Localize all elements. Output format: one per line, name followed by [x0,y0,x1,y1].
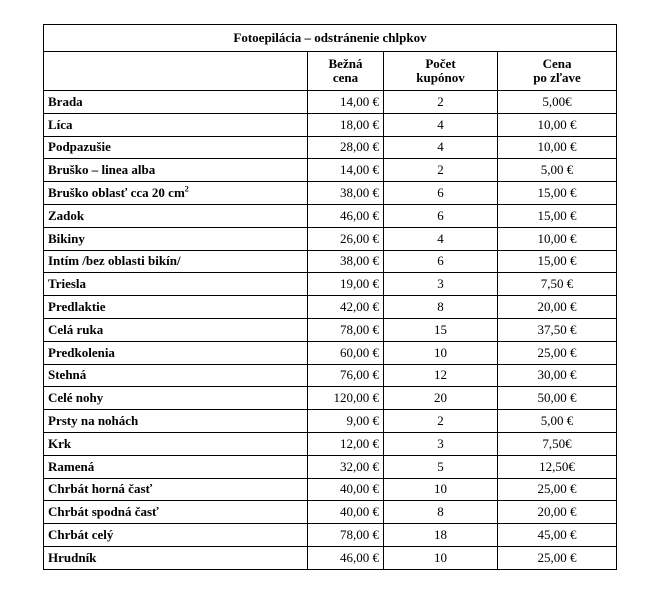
row-name-superscript: 2 [184,184,189,194]
row-name: Prsty na nohách [48,413,139,429]
row-coupons-cell: 10 [384,341,498,364]
row-name-cell [44,546,308,569]
row-discount-cell: 5,00€ [498,91,617,114]
table-row [44,455,617,478]
row-discount-cell: 25,00 € [498,341,617,364]
row-discount-cell: 12,50€ [498,455,617,478]
row-name: Zadok [48,207,85,223]
table-row [44,159,617,182]
row-name-cell [44,455,308,478]
row-name-cell [44,524,308,547]
row-coupons-cell: 8 [384,501,498,524]
header-discount [498,52,617,91]
row-name: Hrudník [48,549,97,565]
table-row [44,204,617,227]
row-name: Stehná [48,367,87,383]
table-row [44,91,617,114]
row-name: Triesla [48,276,87,292]
table-row [44,250,617,273]
table-row [44,387,617,410]
row-discount-cell: 30,00 € [498,364,617,387]
row-price-cell: 46,00 € [308,204,384,227]
row-discount-cell: 20,00 € [498,296,617,319]
row-name-cell [44,478,308,501]
row-coupons-cell: 6 [384,182,498,205]
row-price-cell: 40,00 € [308,478,384,501]
row-coupons-cell: 2 [384,91,498,114]
table-body [44,91,617,570]
table-row [44,546,617,569]
header-discount-line2: po zľave [533,70,581,85]
row-name: Chrbát horná časť [48,481,153,497]
row-coupons-cell: 6 [384,204,498,227]
row-price-cell: 46,00 € [308,546,384,569]
header-row [44,52,617,91]
row-price-cell: 120,00 € [308,387,384,410]
row-price-cell: 9,00 € [308,410,384,433]
row-name-cell [44,364,308,387]
row-price-cell: 40,00 € [308,501,384,524]
header-name [44,52,308,91]
row-price-cell: 76,00 € [308,364,384,387]
row-name-cell [44,273,308,296]
header-coupons [384,52,498,91]
row-price-cell: 28,00 € [308,136,384,159]
row-discount-cell: 37,50 € [498,318,617,341]
row-name-cell [44,250,308,273]
price-table [43,24,617,570]
header-price-line2: cena [332,70,359,85]
table-row [44,501,617,524]
row-discount-cell: 15,00 € [498,204,617,227]
row-name-cell [44,91,308,114]
table-row [44,227,617,250]
header-price [308,52,384,91]
table-row [44,432,617,455]
row-coupons-cell: 2 [384,159,498,182]
row-name: Chrbát celý [48,527,114,543]
table-row [44,364,617,387]
row-discount-cell: 25,00 € [498,478,617,501]
row-discount-cell: 7,50€ [498,432,617,455]
header-coupons-line1: Počet [425,56,456,71]
row-name: Bruško – linea alba [48,162,156,178]
title-row [44,25,617,52]
row-discount-cell: 5,00 € [498,410,617,433]
row-price-cell: 38,00 € [308,182,384,205]
row-name-cell [44,159,308,182]
row-price-cell: 19,00 € [308,273,384,296]
header-price-line1: Bežná [328,56,363,71]
row-name: Celé nohy [48,390,104,406]
table-row [44,341,617,364]
row-name-cell [44,227,308,250]
row-name-cell [44,501,308,524]
row-coupons-cell: 12 [384,364,498,387]
table-row [44,273,617,296]
row-name-cell [44,432,308,455]
row-discount-cell: 7,50 € [498,273,617,296]
row-name: Ramená [48,458,95,474]
row-name: Intím /bez oblasti bikín/ [48,253,181,269]
row-name-cell [44,410,308,433]
row-coupons-cell: 20 [384,387,498,410]
row-price-cell: 60,00 € [308,341,384,364]
row-name-cell [44,182,308,205]
row-coupons-cell: 18 [384,524,498,547]
row-coupons-cell: 10 [384,546,498,569]
row-price-cell: 42,00 € [308,296,384,319]
row-coupons-cell: 5 [384,455,498,478]
table-row [44,524,617,547]
table-row [44,136,617,159]
row-coupons-cell: 2 [384,410,498,433]
row-price-cell: 32,00 € [308,455,384,478]
row-name: Bruško oblasť cca 20 cm [48,185,185,201]
row-coupons-cell: 4 [384,227,498,250]
row-coupons-cell: 4 [384,113,498,136]
row-name-cell [44,296,308,319]
row-name-cell [44,387,308,410]
row-price-cell: 78,00 € [308,318,384,341]
row-name: Celá ruka [48,321,104,337]
row-discount-cell: 45,00 € [498,524,617,547]
row-name-cell [44,136,308,159]
row-name: Krk [48,435,72,451]
row-price-cell: 38,00 € [308,250,384,273]
header-coupons-line2: kupónov [416,70,465,85]
table-row [44,296,617,319]
row-price-cell: 14,00 € [308,159,384,182]
row-name-cell [44,341,308,364]
table-row [44,113,617,136]
row-discount-cell: 10,00 € [498,113,617,136]
row-coupons-cell: 3 [384,432,498,455]
table-title: Fotoepilácia – odstránenie chlpkov [44,25,617,52]
row-coupons-cell: 4 [384,136,498,159]
row-discount-cell: 10,00 € [498,136,617,159]
row-coupons-cell: 6 [384,250,498,273]
row-discount-cell: 10,00 € [498,227,617,250]
row-name: Chrbát spodná časť [48,504,159,520]
row-name: Predkolenia [48,344,115,360]
row-discount-cell: 20,00 € [498,501,617,524]
row-name: Predlaktie [48,299,106,315]
table-row [44,410,617,433]
row-name-cell [44,318,308,341]
row-discount-cell: 15,00 € [498,182,617,205]
row-price-cell: 12,00 € [308,432,384,455]
row-name: Podpazušie [48,139,111,155]
row-discount-cell: 50,00 € [498,387,617,410]
table-row [44,318,617,341]
table-row [44,182,617,205]
row-price-cell: 26,00 € [308,227,384,250]
row-price-cell: 18,00 € [308,113,384,136]
header-discount-line1: Cena [542,56,572,71]
row-coupons-cell: 15 [384,318,498,341]
row-name-cell [44,113,308,136]
row-name: Bikiny [48,230,85,246]
row-coupons-cell: 8 [384,296,498,319]
row-name-cell [44,204,308,227]
row-discount-cell: 5,00 € [498,159,617,182]
table-row [44,478,617,501]
row-name: Líca [48,116,73,132]
row-discount-cell: 25,00 € [498,546,617,569]
row-coupons-cell: 3 [384,273,498,296]
row-discount-cell: 15,00 € [498,250,617,273]
row-price-cell: 14,00 € [308,91,384,114]
row-price-cell: 78,00 € [308,524,384,547]
row-coupons-cell: 10 [384,478,498,501]
row-name: Brada [48,93,83,109]
